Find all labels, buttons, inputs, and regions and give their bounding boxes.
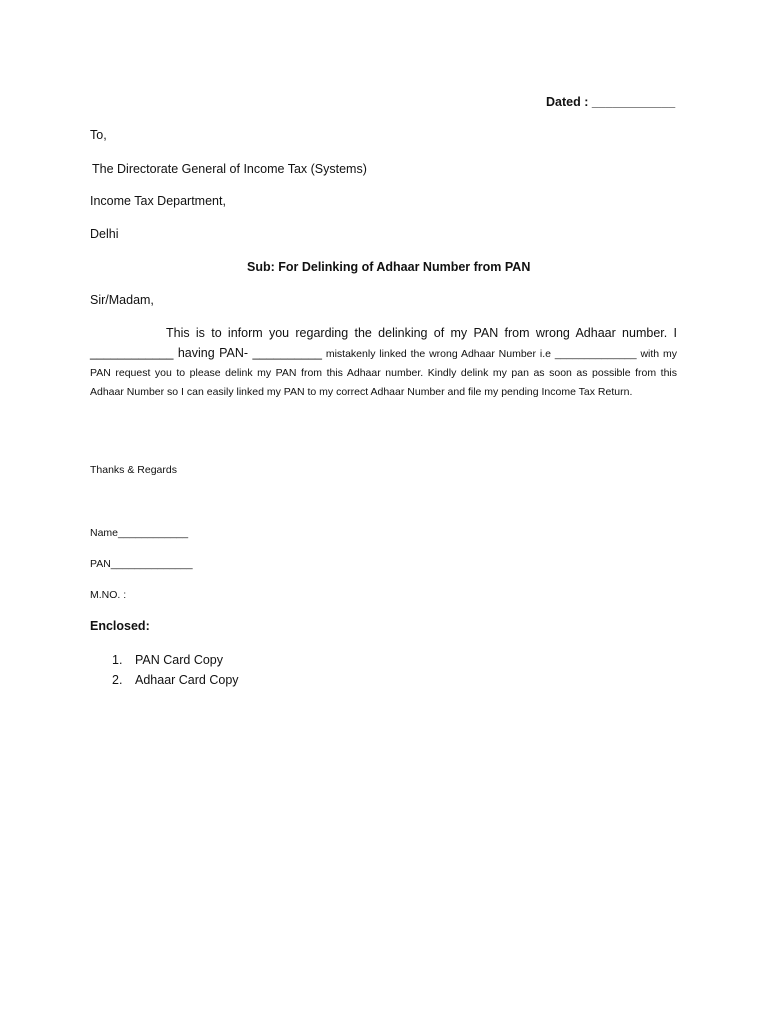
body-rest: mistakenly linked the wrong Adhaar Number i.e ______________ with my PAN request you to please delink my PAN from this Adhaar number. Kindly delink my pan as soon as possible from this Adhaar Number so I can easily linked my PAN to my correct Adhaar Number and file my pending Income Tax Return. xyxy=(90,348,677,398)
list-item xyxy=(112,670,239,690)
name-field: Name____________ xyxy=(90,527,189,539)
salutation: Sir/Madam, xyxy=(90,293,154,307)
list-item-text: PAN Card Copy xyxy=(135,653,223,667)
enclosure-list xyxy=(112,650,239,690)
closing: Thanks & Regards xyxy=(90,464,177,476)
address-line-2: Income Tax Department, xyxy=(90,194,226,208)
body-first-sentence: This is to inform you regarding the delinking of my PAN from wrong Adhaar number. I ____________ having PAN- __________ xyxy=(90,326,677,360)
list-item xyxy=(112,650,239,670)
pan-field: PAN______________ xyxy=(90,558,193,570)
list-item-text: Adhaar Card Copy xyxy=(135,673,239,687)
list-number: 1. xyxy=(112,653,123,667)
subject-line: Sub: For Delinking of Adhaar Number from PAN xyxy=(247,260,531,274)
body-paragraph xyxy=(90,324,677,402)
list-number: 2. xyxy=(112,673,123,687)
address-line-3: Delhi xyxy=(90,227,119,241)
dated-field: Dated : ____________ xyxy=(546,95,676,109)
address-line-1: The Directorate General of Income Tax (Systems) xyxy=(92,162,367,176)
mobile-number-field: M.NO. : xyxy=(90,589,127,601)
enclosed-heading: Enclosed: xyxy=(90,619,150,633)
recipient-to: To, xyxy=(90,128,107,142)
